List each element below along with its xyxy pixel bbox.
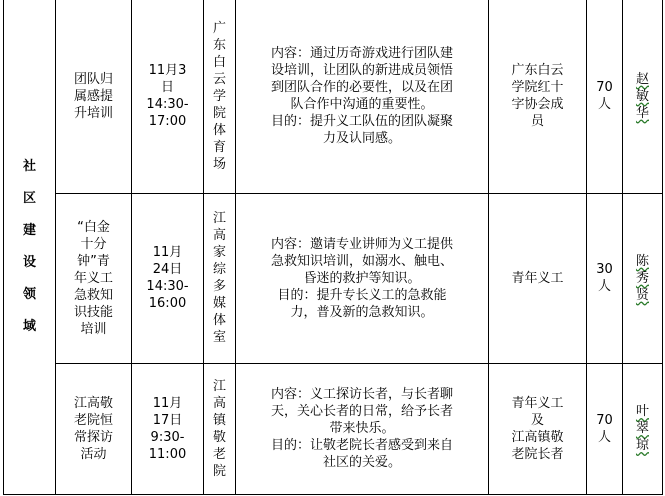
activity-content-cell — [236, 363, 489, 494]
activity-target: 广东白云 学院红十 字协会成 员 — [489, 0, 587, 193]
activity-content: 内容：义工探访长者，与长者聊 天，关心长者的日常，给予长者 带来快乐。 — [270, 387, 453, 436]
activity-venue: 广 东 白 云 学 院 体 育 场 — [204, 0, 236, 193]
activity-goal: 目的：提升专长义工的急救能 力，普及新的急救知识。 — [277, 287, 447, 320]
activity-target: 青年义工 及 江高镇敬 老院长者 — [489, 363, 587, 494]
person-in-charge: 赵 敏 华 — [635, 71, 649, 121]
participant-count: 70 人 — [587, 363, 623, 494]
participant-count: 30 人 — [587, 193, 623, 363]
participant-count: 70 人 — [587, 0, 623, 193]
table-row — [4, 0, 663, 193]
activity-time: 11月 24日 14:30- 16:00 — [132, 193, 204, 363]
activity-venue: 江 高 镇 敬 老 院 — [204, 363, 236, 494]
person-in-charge-cell — [623, 193, 663, 363]
person-in-charge-cell — [623, 0, 663, 193]
activity-target: 青年义工 — [489, 193, 587, 363]
activity-schedule-table — [3, 0, 663, 495]
activity-content-cell — [236, 0, 489, 193]
domain-char: 领 — [22, 287, 36, 303]
activity-name: “白金 十分 钟”青 年义工 急救知 识技能 培训 — [56, 193, 132, 363]
activity-name: 团队归 属感提 升培训 — [56, 0, 132, 193]
table-row — [4, 363, 663, 494]
activity-goal: 目的：提升义工队伍的团队凝聚 力及认同感。 — [270, 114, 453, 147]
activity-name: 江高敬 老院恒 常探访 活动 — [56, 363, 132, 494]
domain-char: 设 — [22, 255, 36, 271]
domain-char: 域 — [22, 319, 36, 335]
activity-content-cell — [236, 193, 489, 363]
activity-time: 11月3 日 14:30- 17:00 — [132, 0, 204, 193]
person-in-charge: 叶 翠 琼 — [635, 404, 649, 453]
domain-char: 社 — [22, 159, 36, 175]
table-row — [4, 193, 663, 363]
domain-char: 建 — [22, 223, 36, 239]
domain-char: 区 — [22, 191, 36, 207]
activity-content: 内容：邀请专业讲师为义工提供 急救知识培训，如溺水、触电、 昏迷的救护等知识。 — [270, 236, 453, 286]
activity-venue: 江 高 家 综 多 媒 体 室 — [204, 193, 236, 363]
activity-content: 内容：通过历奇游戏进行团队建 设培训，让团队的新进成员领悟 到团队合作的必要性，以及在团 队合作中沟通的重要性。 — [270, 46, 453, 113]
domain-cell — [4, 0, 56, 494]
activity-goal: 目的：让敬老院长者感受到来自 社区的关爱。 — [270, 438, 453, 470]
person-in-charge: 陈 秀 贤 — [635, 253, 649, 303]
person-in-charge-cell — [623, 363, 663, 494]
activity-time: 11月 17日 9:30- 11:00 — [132, 363, 204, 494]
